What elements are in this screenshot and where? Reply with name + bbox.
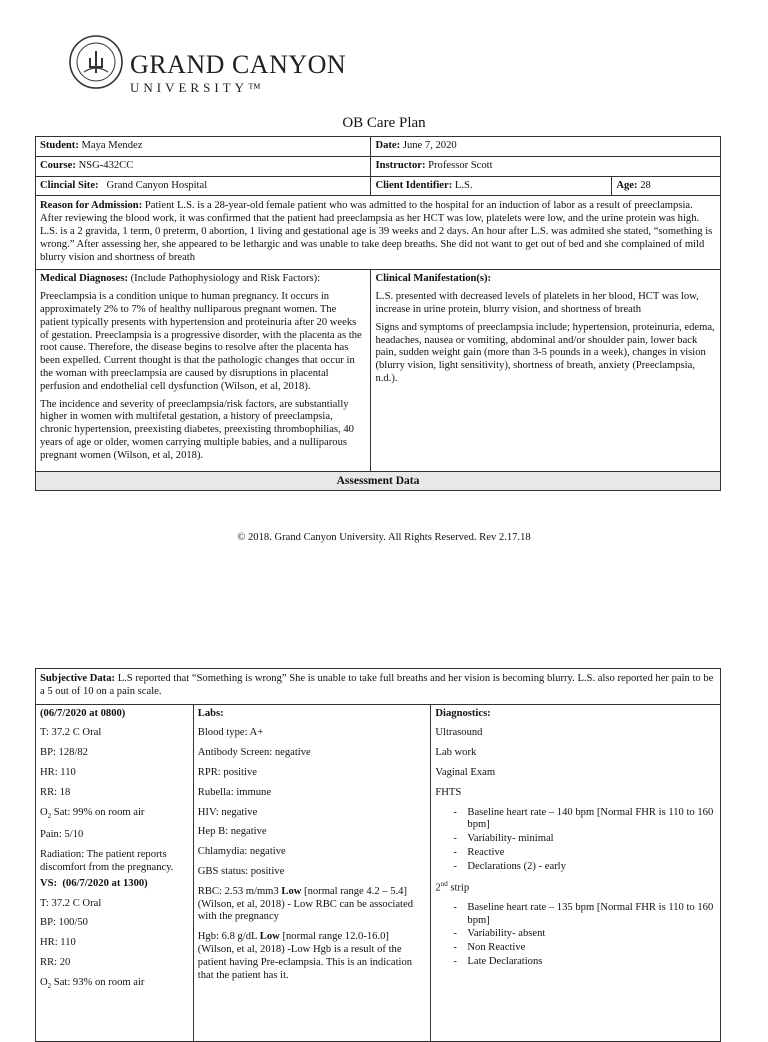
medical-label-note: (Include Pathophysiology and Risk Factors):: [130, 273, 321, 285]
student-value: Maya Mendez: [81, 140, 143, 151]
reason-label: Reason for Admission:: [40, 200, 143, 212]
vitals-bp-1: BP: 128/82: [40, 747, 88, 759]
lab-item: Chlamydia: negative: [197, 846, 286, 858]
site-value: Grand Canyon Hospital: [106, 179, 208, 191]
vitals-temp-2: T: 37.2 C Oral: [40, 897, 102, 909]
vitals-o2-2: $O_2$ Sat: 93% on room air: [40, 976, 145, 990]
clinical-label: Clinical Manifestation(s):: [375, 273, 492, 285]
logo-subtitle: UNIVERSITY™: [130, 80, 265, 95]
course-value: NSG-432CC: [78, 159, 134, 171]
copyright-footer: © 2018. Grand Canyon University. All Rights Reserved. Rev 2.17.18: [237, 532, 531, 543]
age-value: 28: [640, 179, 651, 191]
instructor-value: Professor Scott: [428, 159, 493, 171]
date-value: June 7, 2020: [402, 140, 457, 151]
vitals-heading-2-vs: VS:: [40, 877, 58, 889]
strip-2-list: [435, 902, 716, 969]
diagnostics-heading: Diagnostics:: [435, 707, 491, 719]
instructor-cell: [371, 156, 721, 176]
vitals-heading-2: (06/7/2020 at 1300): [62, 877, 148, 889]
vitals-hr-2: HR: 110: [40, 937, 76, 949]
strip-1-item: - Declarations (2) - early: [453, 861, 716, 874]
clinical-paragraph-1: L.S. presented with decreased levels of platelets in her blood, HCT was low, increase in urine protein, blurry vision, and shortness of breath: [375, 291, 699, 315]
labs-cell: [193, 704, 431, 1041]
gcu-logo: [68, 34, 347, 114]
reason-cell: [36, 196, 721, 270]
site-cell: [36, 176, 371, 196]
course-cell: [36, 156, 371, 176]
page-title: OB Care Plan: [342, 115, 426, 131]
vitals-radiation: Radiation: The patient reports discomfort from the pregnancy.: [40, 849, 174, 874]
clinical-manifestations-cell: [371, 270, 721, 471]
diagnostic-item: Lab work: [435, 747, 477, 759]
vitals-bp-2: BP: 100/50: [40, 917, 88, 929]
strip-2-item: - Non Reactive: [453, 942, 716, 955]
student-label: Student:: [40, 140, 79, 151]
client-label: Client Identifier:: [375, 179, 453, 191]
vitals-rr-2: RR: 20: [40, 957, 71, 969]
lab-item: RPR: positive: [197, 766, 257, 778]
medical-diagnoses-cell: [36, 270, 371, 471]
diagnostic-item: FHTS: [435, 786, 462, 798]
strip-2-heading: 2nd strip: [435, 879, 470, 894]
lab-item: Blood type: A+: [197, 727, 264, 739]
client-cell: [371, 176, 612, 196]
lab-item: GBS status: positive: [197, 865, 285, 877]
student-cell: [36, 137, 371, 157]
lab-hgb: Hgb: 6.8 g/dL Low [normal range 12.0-16.0] (Wilson, et al, 2018) -Low Hgb is a result of the patient having Pre-eclampsia. This is an indication that the patient has it.: [197, 931, 413, 981]
lab-item: HIV: negative: [197, 806, 258, 818]
assessment-data-heading: Assessment Data: [36, 471, 721, 491]
vitals-o2-1: $O_2$ Sat: 99% on room air: [40, 806, 145, 820]
date-label: Date:: [375, 140, 401, 151]
strip-1-list: [435, 807, 716, 874]
assessment-table: [35, 668, 721, 1042]
university-seal-icon: [68, 34, 124, 90]
strip-1-item: - Baseline heart rate – 140 bpm [Normal FHR is 110 to 160 bpm]: [453, 807, 716, 833]
instructor-label: Instructor:: [375, 159, 426, 171]
logo-brand: GRAND CANYON: [130, 50, 347, 79]
reason-text: Patient L.S. is a 28-year-old female patient who was admitted to the hospital for an induction of labor as a result of preeclampsia. After reviewing the blood work, it was confirmed that the patient had preeclampsia as her HCT was low, platelets were low, and the urine protein was high. L.S. is a 2 gravida, 1 term, 0 preterm, 0 abortion, 1 living and gestational age is 39 weeks and 2 days. An hour after L.S. was admited she stated, “something is wrong.” After assessing her, she appeared to be lethargic and was unable to take deep breaths. She did not want to get out of bed and she complained of mild blurry vision and shortness of breath: [40, 200, 713, 263]
client-value: L.S.: [454, 179, 473, 191]
subjective-text: L.S reported that “Something is wrong” She is unable to take full breaths and her vision is becoming blurry. L.S. also reported her pain to be a 5 out of 10 on a pain scale.: [40, 673, 714, 697]
diagnostic-item: Vaginal Exam: [435, 766, 496, 778]
site-label: Clincial Site:: [40, 179, 99, 191]
care-plan-header-table: [35, 136, 721, 491]
diagnostic-item: Ultrasound: [435, 727, 483, 739]
lab-item: Hep B: negative: [197, 826, 267, 838]
strip-1-item: - Variability- minimal: [453, 833, 716, 846]
lab-item: Rubella: immune: [197, 786, 272, 798]
medical-paragraph-2: The incidence and severity of preeclampsia/risk factors, are substantially higher in women with multifetal gestation, a history of preeclampsia, chronic hypertension, preexisting diabetes, preexisting thrombophilias, 40 years of age or older, women carrying multiple babies, and a nulliparous pregnant women (Wilson, et al, 2018).: [40, 398, 354, 461]
strip-2-item: - Baseline heart rate – 135 bpm [Normal FHR is 110 to 160 bpm]: [453, 902, 716, 928]
vitals-rr-1: RR: 18: [40, 786, 71, 798]
course-label: Course:: [40, 159, 76, 171]
medical-paragraph-1: Preeclampsia is a condition unique to human pregnancy. It occurs in approximately 2% to 7% of healthy nulliparous pregnant women. The patient typically presents with hypertension and proteinuria after 20 weeks of gestation. Preeclampsia is a progressive disorder, with the placenta as the root cause. Therefore, the disease begins to resolve after the placenta has been expelled. Current thought is that the pathologic changes that occur in the woman with preeclampsia are caused by disruptions in placental perfusion and endothelial cell dysfunction (Wilson, et al, 2018).: [40, 291, 362, 392]
lab-rbc: RBC: 2.53 m/mm3 Low [normal range 4.2 – 5.4] (Wilson, et al, 2018) - Low RBC can be associated with the pregnancy: [197, 885, 414, 923]
vitals-temp-1: T: 37.2 C Oral: [40, 727, 102, 739]
vitals-hr-1: HR: 110: [40, 766, 76, 778]
age-label: Age:: [616, 179, 638, 191]
subjective-data-cell: [36, 669, 721, 705]
date-cell: [371, 137, 721, 157]
strip-2-item: - Variability- absent: [453, 928, 716, 941]
medical-label: Medical Diagnoses:: [40, 273, 128, 285]
age-cell: [612, 176, 721, 196]
strip-1-item: - Reactive: [453, 847, 716, 860]
clinical-paragraph-2: Signs and symptoms of preeclampsia include; hypertension, proteinuria, edema, headaches, nausea or vomiting, abdominal and/or shoulder pain, lower back pain, sudden weight gain (more than 3-5 pounds in a week), changes in vision (blurry vision, light sensitivity), shortness of breath, anxiety (Preeclampsia, n.d.).: [375, 321, 715, 384]
vitals-heading-1: (06/7/2020 at 0800): [40, 707, 126, 719]
strip-2-item: - Late Declarations: [453, 956, 716, 969]
lab-item: Antibody Screen: negative: [197, 747, 311, 759]
vital-signs-cell: [36, 704, 194, 1041]
subjective-label: Subjective Data:: [40, 673, 116, 684]
labs-heading: Labs:: [197, 707, 224, 719]
vitals-pain: Pain: 5/10: [40, 829, 84, 841]
diagnostics-cell: [431, 704, 721, 1041]
